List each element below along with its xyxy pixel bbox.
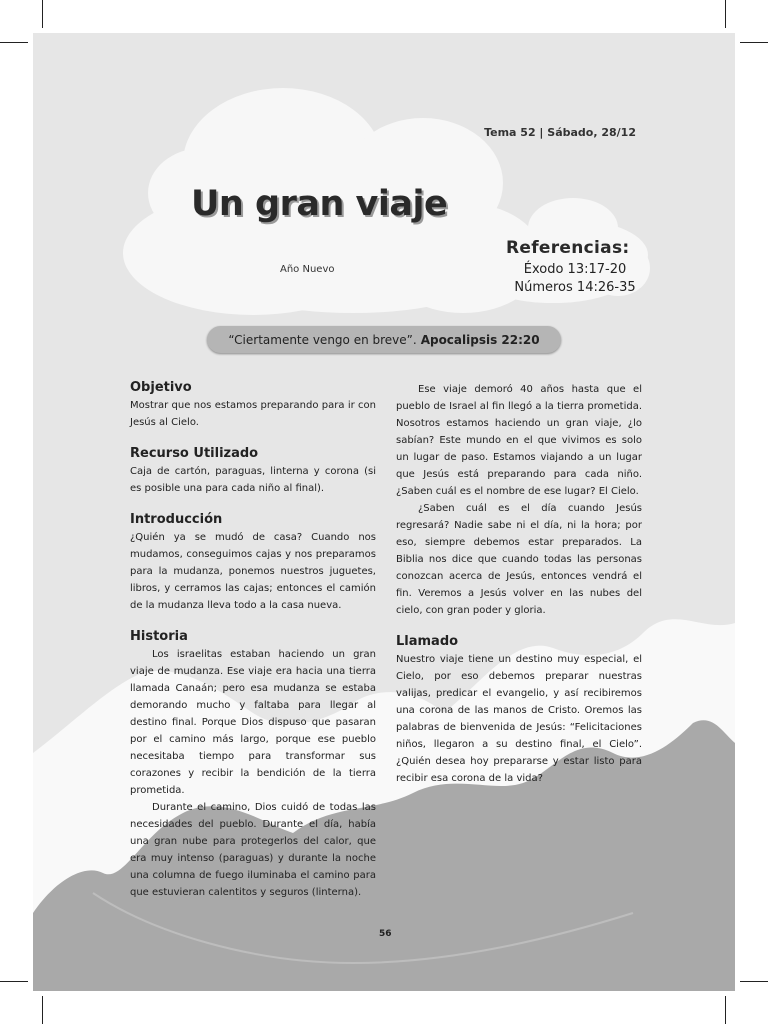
section-heading-historia: Historia: [130, 629, 188, 644]
historia-paragraph: ¿Saben cuál es el día cuando Jesús regresará? Nadie sabe ni el día, ni la hora; por eso, siempre debemos estar preparados. La Biblia nos dice que cuando todas las personas conozcan acerca de Jesús, entonces vendrá el fin. Veremos a Jesús volver en las nubes del cielo, con gran poder y gloria.: [396, 503, 642, 616]
section-heading-introduccion: Introducción: [130, 512, 223, 527]
section-heading-objetivo: Objetivo: [130, 380, 192, 395]
historia-paragraph: Durante el camino, Dios cuidó de todas las necesidades del pueblo. Durante el día, había una gran nube para protegerlos del calor, que era muy intenso (paraguas) y durante la noche una columna de fuego iluminaba el camino para que estuvieran calentitos y seguros (linterna).: [130, 802, 376, 898]
reference-item: Números 14:26-35: [514, 280, 636, 295]
right-column: [396, 381, 642, 787]
section-body-introduccion: ¿Quién ya se mudó de casa? Cuando nos mudamos, conseguimos cajas y nos preparamos para la mudanza, ponemos nuestros juguetes, libros, y cerramos las cajas; entonces el camión de la mudanza lleva todo a la casa nueva.: [130, 532, 376, 611]
left-column: [130, 379, 376, 901]
historia-paragraph: Ese viaje demoró 40 años hasta que el pueblo de Israel al fin llegó a la tierra prometida. Nosotros estamos haciendo un gran viaje, ¿lo sabían? Este mundo en el que vivimos es solo un lugar de paso. Estamos viajando a un lugar que Jesús está preparando para cada niño. ¿Saben cuál es el nombre de ese lugar? El Cielo.: [396, 384, 642, 497]
section-heading-llamado: Llamado: [396, 634, 459, 649]
memory-verse: [207, 326, 561, 353]
crop-mark: [42, 996, 43, 1024]
crop-mark: [42, 0, 43, 28]
crop-mark: [0, 981, 28, 982]
section-body-recurso: Caja de cartón, paraguas, linterna y corona (si es posible una para cada niño al final).: [130, 466, 376, 494]
page-number: 56: [379, 929, 392, 939]
historia-paragraph: Los israelitas estaban haciendo un gran viaje de mudanza. Ese viaje era hacia una tierra llamada Canaán; pero esa mudanza se estaba demorando mucho y faltaba para llegar al destino final. Porque Dios dispuso que pasaran por el camino más largo, porque ese pueblo necesitaba tiempo para transformar sus corazones y recibir la bendición de la tierra prometida.: [130, 649, 376, 796]
crop-mark: [725, 0, 726, 28]
section-body-llamado: Nuestro viaje tiene un destino muy especial, el Cielo, por eso debemos preparar nuestras valijas, predicar el evangelio, y así recibiremos una corona de las manos de Cristo. Oremos las palabras de bienvenida de Jesús: “Felicitaciones niños, llegaron a su destino final, el Cielo”. ¿Quién desea hoy prepararse y estar listo para recibir esa corona de la vida?: [396, 654, 642, 784]
page-title: Un gran viaje: [191, 184, 448, 224]
memory-verse-text: “Ciertamente vengo en breve”.: [228, 332, 417, 347]
page: [33, 33, 735, 991]
references-heading: Referencias:: [506, 238, 630, 258]
crop-mark: [740, 981, 768, 982]
lesson-meta: Tema 52 | Sábado, 28/12: [484, 126, 636, 139]
page-subtitle: Año Nuevo: [280, 264, 335, 275]
section-heading-recurso: Recurso Utilizado: [130, 446, 259, 461]
reference-item: Éxodo 13:17-20: [523, 262, 627, 277]
section-body-objetivo: Mostrar que nos estamos preparando para ir con Jesús al Cielo.: [130, 400, 376, 428]
crop-mark: [740, 42, 768, 43]
crop-mark: [725, 996, 726, 1024]
memory-verse-reference: Apocalipsis 22:20: [420, 332, 540, 347]
crop-mark: [0, 42, 28, 43]
